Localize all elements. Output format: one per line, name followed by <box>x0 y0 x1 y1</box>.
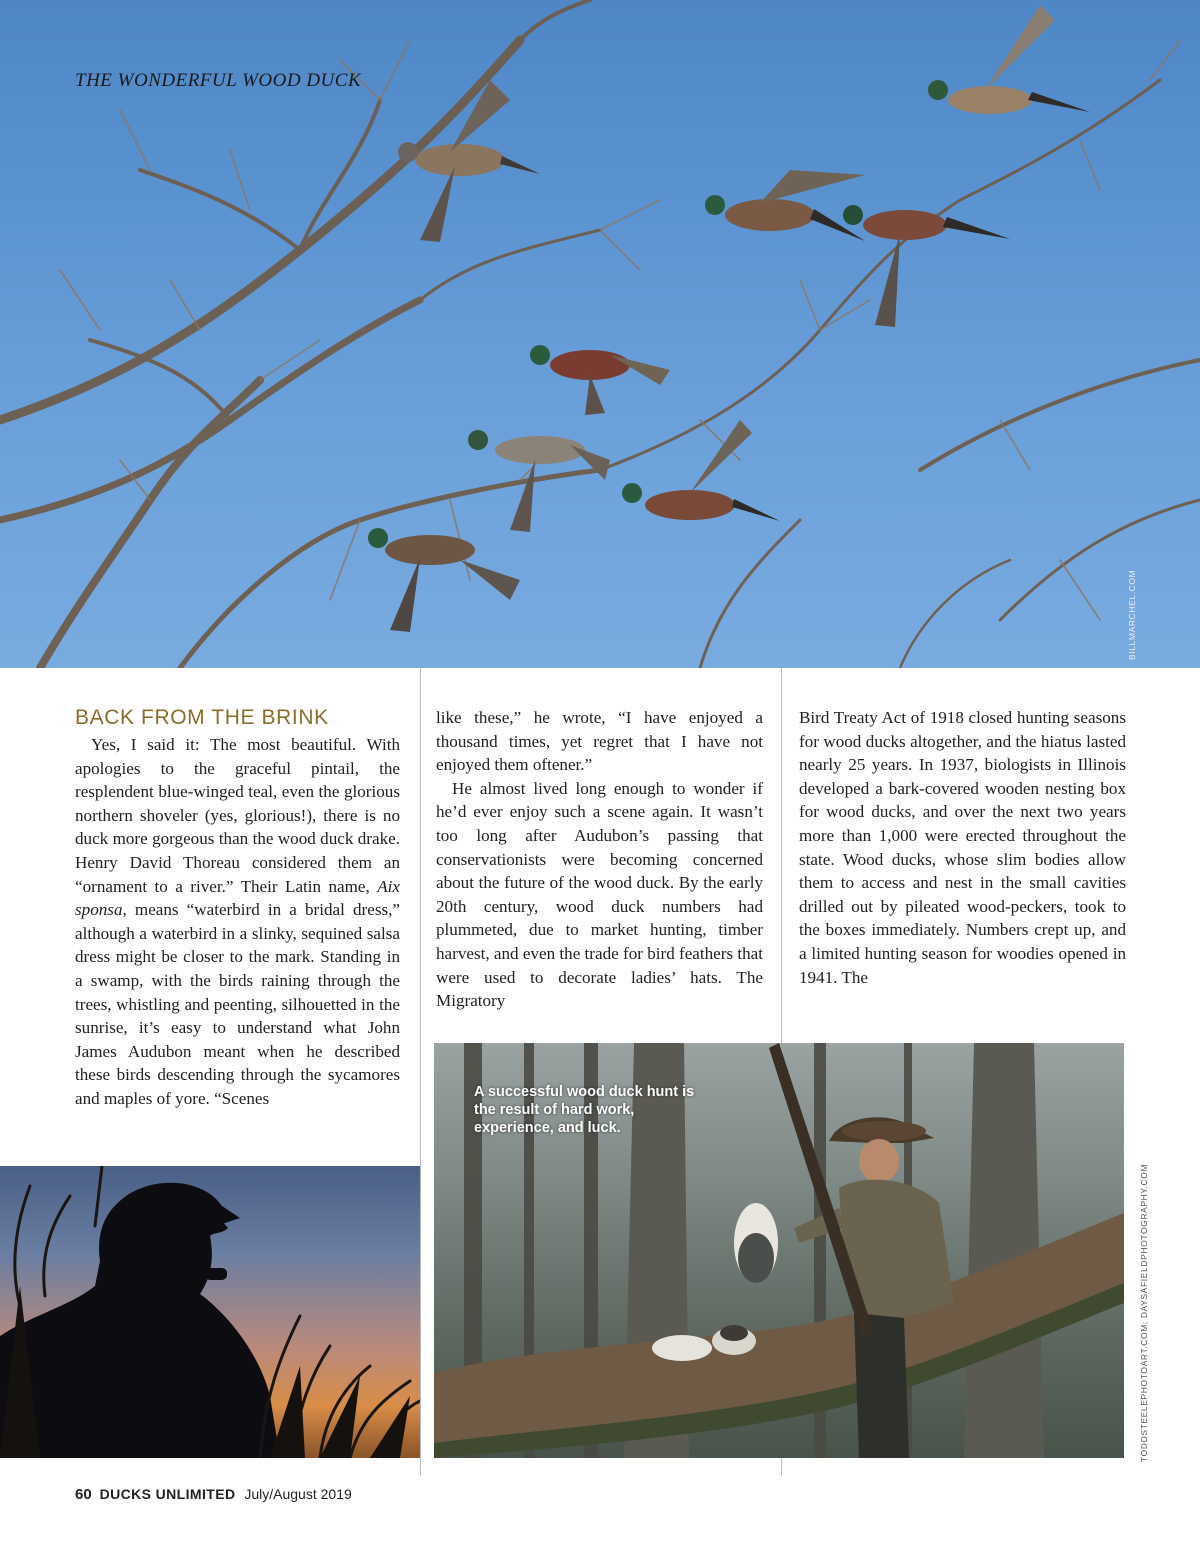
running-head: THE WONDERFUL WOOD DUCK <box>75 70 362 91</box>
page-number: 60 <box>75 1486 92 1503</box>
hero-photo-wood-ducks-in-flight <box>0 0 1200 668</box>
photo-hunter-silhouette-sunrise <box>0 1166 420 1458</box>
magazine-name: DUCKS UNLIMITED <box>99 1486 236 1502</box>
page-footer <box>75 1486 352 1503</box>
section-subhead: BACK FROM THE BRINK <box>75 706 329 729</box>
article-column-3 <box>799 706 1126 989</box>
paragraph-text: Yes, I said it: The most beautiful. With apologies to the graceful pintail, the resplendent blue-winged teal, even the glorious northern shoveler (yes, glorious!), there is no duck more gorgeous than the wood duck drake. Henry David Thoreau considered them an “ornament to a river.” Their Latin name, <box>75 735 400 896</box>
article-column-1 <box>75 705 400 1111</box>
latin-name: Aix sponsa <box>75 876 400 920</box>
photo-credit-bottom: TODDSTEELEPHOTOART.COM; DAYSAFIELDPHOTOGRAPHY.COM <box>1139 1163 1149 1462</box>
duck-flock <box>368 5 1090 632</box>
issue-date: July/August 2019 <box>244 1486 352 1502</box>
branches-and-ducks-illustration <box>0 0 1200 668</box>
paragraph-text: , means “waterbird in a bridal dress,” although a waterbird in a slinky, sequined salsa dress might be closer to the mark. Standing in a swamp, with the birds raining through the trees, whistling and peenting, silhouetted in the sunrise, it’s easy to understand what John James Audubon meant when he described these birds descending through the sycamores and maples of yore. “Scenes <box>75 900 400 1108</box>
photo-caption: A successful wood duck hunt is the result of hard work, experience, and luck. <box>474 1084 695 1136</box>
paragraph: like these,” he wrote, “I have enjoyed a thousand times, yet regret that I have not enjoyed them oftener.” <box>436 708 763 775</box>
article-column-2 <box>436 706 763 1013</box>
photo-credit-top: BILLMARCHEL.COM <box>1127 569 1137 660</box>
photo-hunter-with-ducks <box>434 1043 1124 1458</box>
paragraph: Bird Treaty Act of 1918 closed hunting seasons for wood ducks altogether, and the hiatus lasted nearly 25 years. In 1937, biologists in Illinois developed a bark-covered wooden nesting box for wood ducks, and over the next two years more than 1,000 were erected throughout the state. Wood ducks, whose slim bodies allow them to access and nest in the small cavities drilled out by pileated wood-peckers, took to the boxes immediately. Numbers crept up, and a limited hunting season for woodies opened in 1941. The <box>799 708 1126 987</box>
paragraph <box>75 733 400 1111</box>
hunter-silhouette-illustration <box>0 1166 420 1458</box>
paragraph: He almost lived long enough to wonder if he’d ever enjoy such a scene again. It wasn’t too long after Audubon’s passing that conservationists were becoming concerned about the future of the wood duck. By the early 20th century, wood duck numbers had plummeted, due to market hunting, timber harvest, and even the trade for bird feathers that were used to decorate ladies’ hats. The Migratory <box>436 778 764 1011</box>
column-rule-1 <box>420 668 421 1476</box>
